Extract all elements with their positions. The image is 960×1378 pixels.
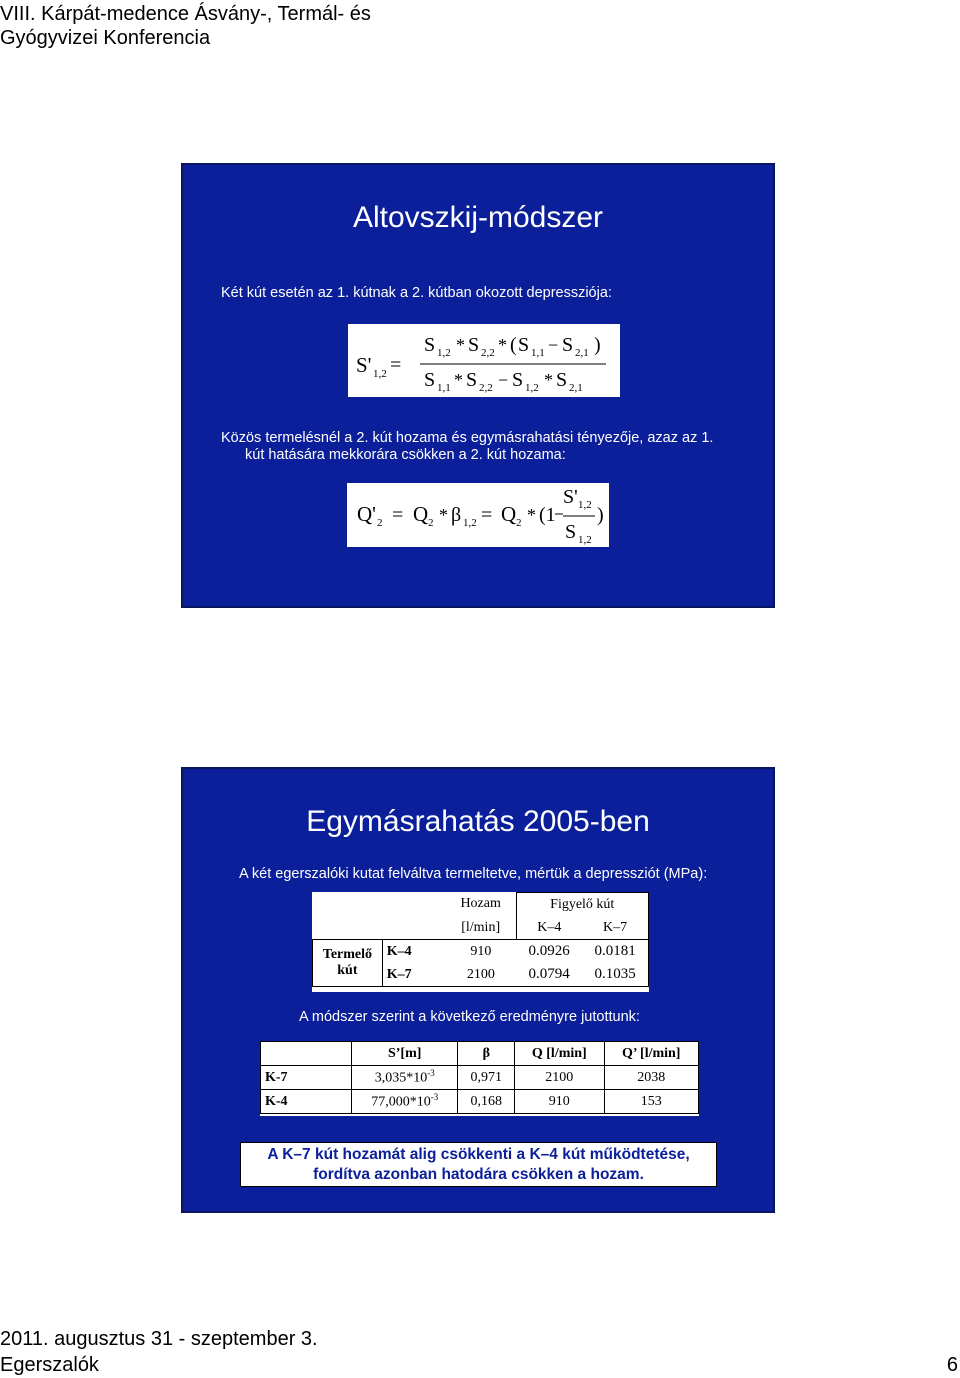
svg-text:*: * xyxy=(527,505,536,525)
svg-text:S: S xyxy=(468,334,480,356)
slide1-intro: Két kút esetén az 1. kútnak a 2. kútban okozott depressziója: xyxy=(221,285,612,301)
row-label: K-7 xyxy=(261,1066,352,1090)
row-hozam: 2100 xyxy=(446,963,516,987)
svg-text:2,2: 2,2 xyxy=(479,382,493,394)
svg-text:=: = xyxy=(392,504,404,526)
depression-formula-svg xyxy=(348,324,620,397)
col-q: Q [l/min] xyxy=(515,1042,604,1066)
footer-date: 2011. augusztus 31 - szeptember 3. xyxy=(0,1328,318,1350)
row-v2: 0.0181 xyxy=(582,940,648,964)
hozam-header: Hozam xyxy=(460,896,501,912)
row-v2: 0.1035 xyxy=(582,963,648,987)
svg-text:*: * xyxy=(498,335,507,355)
col-k4: K–4 xyxy=(516,916,582,940)
row-label: K-4 xyxy=(261,1090,352,1114)
svg-text:1,2: 1,2 xyxy=(578,534,592,546)
svg-text:*: * xyxy=(456,335,465,355)
slide-altovszkij xyxy=(181,163,775,608)
svg-text:S: S xyxy=(424,369,436,391)
svg-text:S': S' xyxy=(356,353,372,377)
page-number: 6 xyxy=(946,1354,958,1376)
header-line-1: VIII. Kárpát-medence Ásvány-, Termál- és xyxy=(0,3,371,25)
row-q: 910 xyxy=(515,1090,604,1114)
svg-text:S: S xyxy=(518,334,530,356)
termelo-label: Termelő xyxy=(313,940,383,964)
slide1-title: Altovszkij-módszer xyxy=(352,201,604,234)
row-qp: 153 xyxy=(604,1090,699,1114)
svg-text:=: = xyxy=(481,504,493,526)
svg-text:1,2: 1,2 xyxy=(578,499,592,511)
svg-text:Q': Q' xyxy=(357,502,376,526)
svg-text:−: − xyxy=(548,335,559,355)
svg-text:S: S xyxy=(562,334,574,356)
svg-text:S: S xyxy=(512,369,524,391)
result-box xyxy=(240,1142,717,1187)
svg-text:S: S xyxy=(466,369,478,391)
result-line-2: fordítva azonban hatodára csökken a hozam. xyxy=(313,1166,644,1183)
svg-text:−: − xyxy=(498,370,509,390)
row-v1: 0.0794 xyxy=(516,963,582,987)
result-table xyxy=(260,1041,699,1116)
table-row xyxy=(313,963,649,987)
svg-text:S': S' xyxy=(563,486,578,508)
slide1-para-line1: Közös termelésnél a 2. kút hozama és egymásrahatási tényezője, azaz az 1. xyxy=(221,430,714,446)
row-label: K–7 xyxy=(382,963,446,987)
row-s: $3,035*10^{-3}$ xyxy=(352,1066,458,1090)
figyelo-header: Figyelő kút xyxy=(516,893,649,917)
svg-text:2: 2 xyxy=(428,517,434,529)
svg-text:(: ( xyxy=(510,334,517,356)
slide2-mid-text: A módszer szerint a következő eredményre jutottunk: xyxy=(299,1009,640,1025)
svg-text:): ) xyxy=(597,504,604,526)
depression-formula xyxy=(348,324,620,397)
svg-text:Q: Q xyxy=(413,502,429,526)
footer-place: Egerszalók xyxy=(0,1354,99,1376)
svg-text:S: S xyxy=(556,369,568,391)
svg-text:2: 2 xyxy=(516,517,522,529)
svg-text:2,1: 2,1 xyxy=(575,347,589,359)
slide2-title: Egymásrahatás 2005-ben xyxy=(306,805,650,838)
row-q: 2100 xyxy=(515,1066,604,1090)
svg-text:1,2: 1,2 xyxy=(463,517,477,529)
svg-text:β: β xyxy=(451,504,462,526)
col-k7: K–7 xyxy=(582,916,648,940)
svg-text:=: = xyxy=(390,354,402,376)
page-header xyxy=(0,2,371,50)
svg-text:2,1: 2,1 xyxy=(569,382,583,394)
header-line-2: Gyógyvizei Konferencia xyxy=(0,27,211,49)
row-label: K–4 xyxy=(382,940,446,964)
row-v1: 0.0926 xyxy=(516,940,582,964)
row-qp: 2038 xyxy=(604,1066,699,1090)
svg-text:S: S xyxy=(424,334,436,356)
depression-table xyxy=(312,892,649,992)
svg-text:1,2: 1,2 xyxy=(373,368,387,380)
svg-text:1,1: 1,1 xyxy=(437,382,451,394)
row-beta: 0,971 xyxy=(458,1066,515,1090)
svg-text:S: S xyxy=(565,521,577,543)
row-beta: 0,168 xyxy=(458,1090,515,1114)
svg-text:(1: (1 xyxy=(539,504,556,526)
col-beta: β xyxy=(458,1042,515,1066)
svg-text:2: 2 xyxy=(377,517,383,529)
svg-text:1,2: 1,2 xyxy=(525,382,539,394)
result-line-1: A K–7 kút hozamát alig csökkenti a K–4 kút működtetése, xyxy=(267,1146,690,1163)
svg-text:*: * xyxy=(439,505,448,525)
slide2-intro: A két egerszalóki kutat felváltva termeltetve, mértük a depressziót (MPa): xyxy=(239,866,708,882)
table-row xyxy=(261,1090,699,1114)
row-hozam: 910 xyxy=(446,940,516,964)
col-s: S’[m] xyxy=(352,1042,458,1066)
col-qp: Q’ [l/min] xyxy=(604,1042,699,1066)
svg-text:2,2: 2,2 xyxy=(481,347,495,359)
slide1-para-line2: kút hatására mekkorára csökken a 2. kút hozama: xyxy=(245,447,566,463)
page-footer xyxy=(0,1326,960,1378)
svg-text:1,1: 1,1 xyxy=(531,347,545,359)
table-row xyxy=(261,1066,699,1090)
svg-text:1,2: 1,2 xyxy=(437,347,451,359)
svg-text:*: * xyxy=(454,370,463,390)
svg-text:Q: Q xyxy=(501,502,517,526)
row-s: $77,000*10^{-3}$ xyxy=(352,1090,458,1114)
kut-label: kút xyxy=(313,963,383,987)
table-row xyxy=(313,940,649,964)
yield-formula-svg xyxy=(347,483,609,547)
hozam-unit: [l/min] xyxy=(461,919,501,935)
svg-text:*: * xyxy=(544,370,553,390)
slide-egymasrahatas xyxy=(181,767,775,1213)
empty-header xyxy=(261,1042,352,1066)
yield-formula xyxy=(347,483,609,547)
svg-text:): ) xyxy=(594,334,601,356)
